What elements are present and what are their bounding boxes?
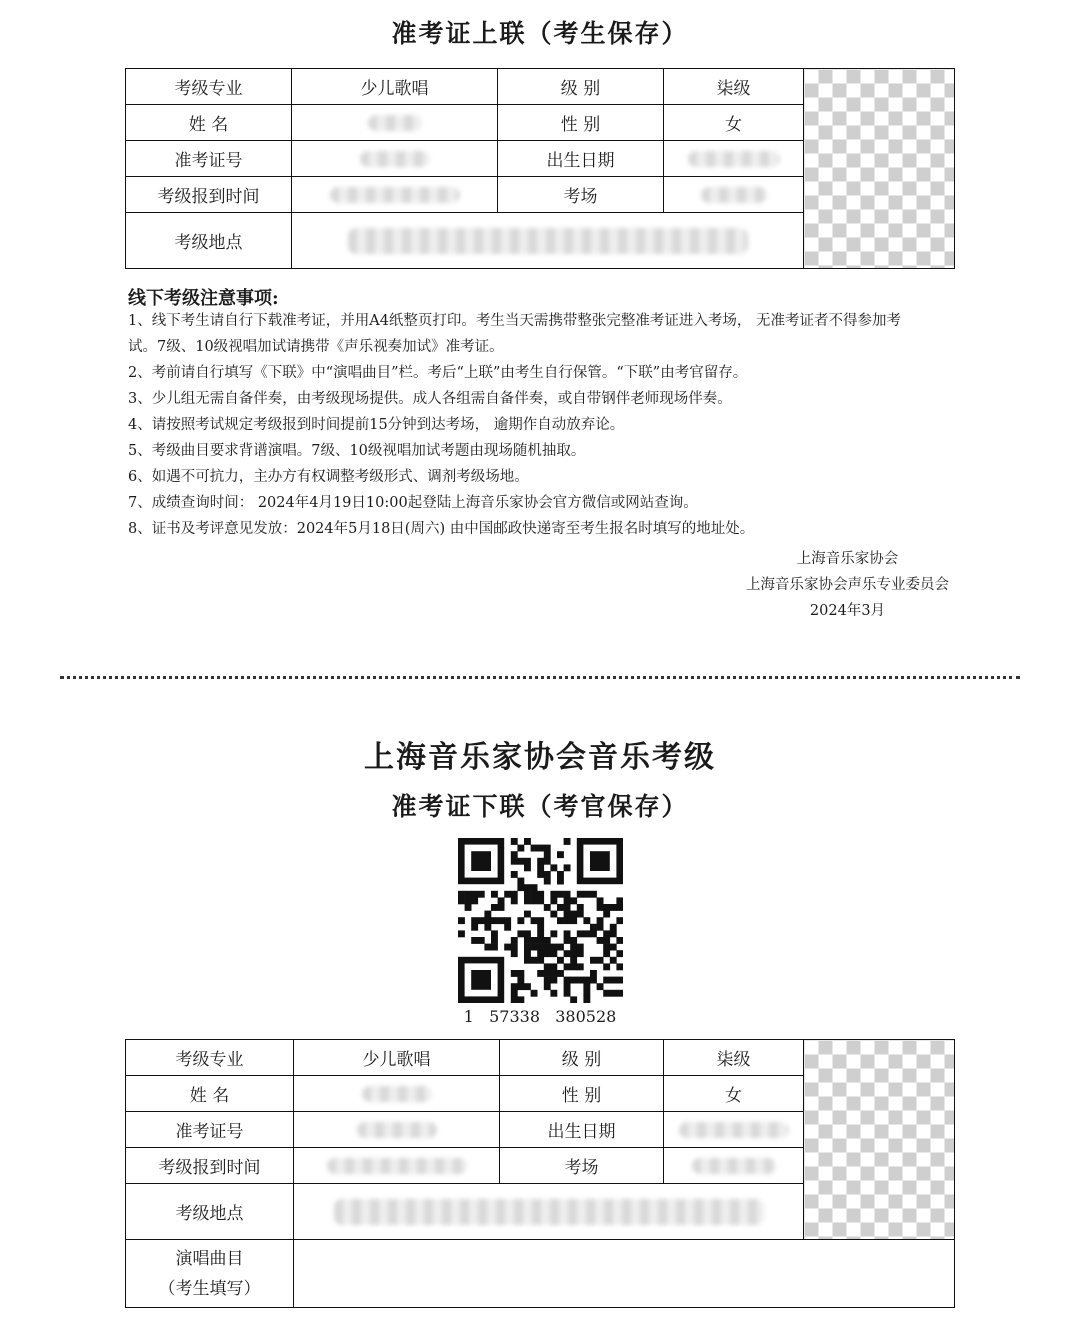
value-report-time-redacted (292, 177, 498, 213)
repertoire-input-area[interactable] (294, 1240, 955, 1308)
lower-info-table (125, 1039, 955, 1308)
note-item: 2、考前请自行填写《下联》中“演唱曲目”栏。考后“上联”由考生自行保管。“下联”由考官留存。 (128, 365, 748, 381)
label-room: 考场 (500, 1148, 664, 1184)
value-report-time-redacted (294, 1148, 500, 1184)
value-level: 柒级 (664, 1040, 804, 1076)
label-gender: 性 别 (500, 1076, 664, 1112)
value-level: 柒级 (664, 69, 804, 105)
label-repertoire (126, 1240, 294, 1308)
label-level: 级 别 (500, 1040, 664, 1076)
lower-heading: 上海音乐家协会音乐考级 (364, 740, 716, 775)
value-major: 少儿歌唱 (292, 69, 498, 105)
note-item: 6、如遇不可抗力，主办方有权调整考级形式、调剂考级场地。 (128, 469, 529, 485)
value-name-redacted (292, 105, 498, 141)
value-gender: 女 (664, 1076, 804, 1112)
note-item: 8、证书及考评意见发放：2024年5月18日(周六) 由中国邮政快递寄至考生报名时填写的地址处。 (128, 521, 755, 537)
repertoire-note: （考生填写） (158, 1278, 261, 1299)
sign-org2: 上海音乐家协会声乐专业委员会 (746, 577, 949, 593)
note-item: 试。7级、10级视唱加试请携带《声乐视奏加试》准考证。 (128, 339, 504, 355)
value-birth-redacted (664, 1112, 804, 1148)
qr-code-icon (458, 838, 623, 1003)
notes-heading: 线下考级注意事项: (128, 288, 279, 309)
label-location: 考级地点 (126, 213, 292, 269)
label-level: 级 别 (498, 69, 664, 105)
label-room: 考场 (498, 177, 664, 213)
label-birth: 出生日期 (498, 141, 664, 177)
value-major: 少儿歌唱 (294, 1040, 500, 1076)
note-item: 4、请按照考试规定考级报到时间提前15分钟到达考场， 逾期作自动放弃论。 (128, 417, 625, 433)
lower-title: 准考证下联（考官保存） (391, 792, 689, 821)
cut-line-divider (60, 676, 1020, 679)
label-birth: 出生日期 (500, 1112, 664, 1148)
notes-list (128, 308, 901, 542)
label-major: 考级专业 (126, 1040, 294, 1076)
qr-caption: 1 57338 380528 (463, 1007, 617, 1026)
sign-date: 2024年3月 (809, 603, 886, 619)
note-item: 3、少儿组无需自备伴奏，由考级现场提供。成人各组需自备伴奏，或自带钢伴老师现场伴奏。 (128, 391, 732, 407)
value-ticket-no-redacted (292, 141, 498, 177)
label-name: 姓 名 (126, 105, 292, 141)
label-name: 姓 名 (126, 1076, 294, 1112)
repertoire-label: 演唱曲目 (175, 1248, 244, 1269)
label-report-time: 考级报到时间 (126, 1148, 294, 1184)
label-gender: 性 别 (498, 105, 664, 141)
label-ticket-no: 准考证号 (126, 1112, 294, 1148)
photo-placeholder (804, 1040, 955, 1240)
value-room-redacted (664, 177, 804, 213)
value-gender: 女 (664, 105, 804, 141)
note-item: 1、线下考生请自行下载准考证，并用A4纸整页打印。考生当天需携带整张完整准考证进入考场， 无准考证者不得参加考 (128, 313, 902, 329)
value-ticket-no-redacted (294, 1112, 500, 1148)
label-report-time: 考级报到时间 (126, 177, 292, 213)
label-ticket-no: 准考证号 (126, 141, 292, 177)
value-location-redacted (292, 213, 804, 269)
sign-org1: 上海音乐家协会 (796, 551, 899, 567)
note-item: 7、成绩查询时间： 2024年4月19日10:00起登陆上海音乐家协会官方微信或网站查询。 (128, 495, 698, 511)
photo-placeholder (804, 69, 955, 269)
upper-info-table (125, 68, 955, 269)
value-room-redacted (664, 1148, 804, 1184)
upper-title: 准考证上联（考生保存） (391, 19, 689, 48)
value-name-redacted (294, 1076, 500, 1112)
note-item: 5、考级曲目要求背谱演唱。7级、10级视唱加试考题由现场随机抽取。 (128, 443, 586, 459)
label-major: 考级专业 (126, 69, 292, 105)
value-birth-redacted (664, 141, 804, 177)
value-location-redacted (294, 1184, 804, 1240)
label-location: 考级地点 (126, 1184, 294, 1240)
